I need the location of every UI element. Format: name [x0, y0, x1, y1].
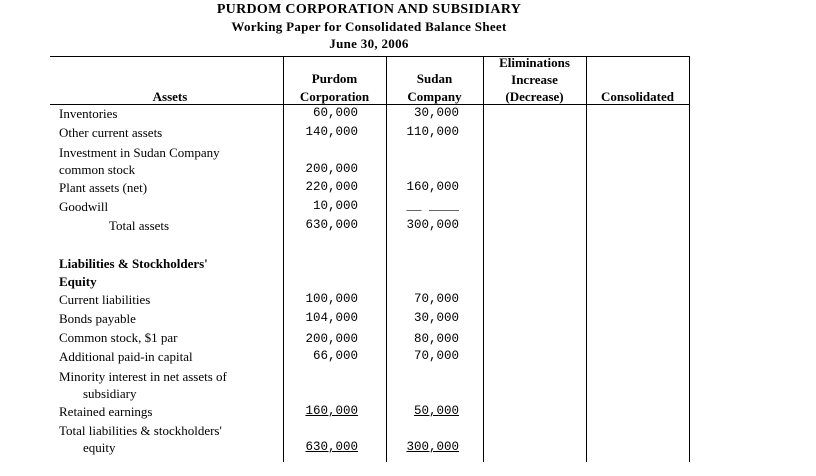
row-label: Goodwill [59, 199, 109, 214]
sudan-value: 160,000 [406, 180, 459, 194]
row-label: subsidiary [83, 386, 137, 401]
sudan-value: 30,000 [413, 311, 459, 325]
row-label: Retained earnings [59, 404, 153, 419]
row-label: Bonds payable [59, 311, 136, 326]
column-divider [483, 57, 484, 462]
purdom-value: 200,000 [305, 332, 358, 346]
section-heading: Liabilities & Stockholders' [59, 256, 208, 271]
row-label: Minority interest in net assets of [59, 369, 227, 384]
sudan-value: 300,000 [406, 218, 459, 232]
header-top-rule [50, 56, 690, 57]
sudan-value: __ ____ [406, 199, 459, 213]
sudan-value: 110,000 [406, 125, 459, 139]
purdom-value: 60,000 [312, 106, 358, 120]
purdom-value: 100,000 [305, 292, 358, 306]
report-subtitle: Working Paper for Consolidated Balance Sheet [231, 19, 507, 34]
column-divider [689, 57, 690, 462]
purdom-value: 630,000 [305, 218, 358, 232]
purdom-header-line2: Corporation [299, 89, 370, 104]
row-label: Current liabilities [59, 292, 151, 307]
row-label: common stock [59, 162, 136, 177]
purdom-value: 220,000 [305, 180, 358, 194]
row-label: Total assets [109, 218, 170, 233]
sudan-value: 80,000 [413, 332, 459, 346]
row-label: Inventories [59, 106, 118, 121]
purdom-value: 66,000 [312, 349, 358, 363]
purdom-value: 630,000 [305, 440, 358, 454]
row-label: equity [83, 440, 116, 455]
report-date: June 30, 2006 [329, 36, 409, 51]
section-heading: Equity [59, 274, 97, 289]
sudan-header-line1: Sudan [416, 71, 453, 86]
report-title: PURDOM CORPORATION AND SUBSIDIARY [216, 2, 522, 17]
row-label: Common stock, $1 par [59, 330, 178, 345]
sudan-value: 70,000 [413, 349, 459, 363]
eliminations-header-line2: Increase [511, 72, 558, 87]
header-bottom-rule [50, 104, 690, 105]
purdom-value: 200,000 [305, 162, 358, 176]
purdom-header-line1: Purdom [311, 71, 358, 86]
row-label: Investment in Sudan Company [59, 145, 220, 160]
eliminations-header-line3: (Decrease) [505, 89, 564, 104]
purdom-value: 160,000 [305, 404, 358, 418]
column-divider [586, 57, 587, 462]
column-divider [386, 57, 387, 462]
purdom-value: 10,000 [312, 199, 358, 213]
row-label: Total liabilities & stockholders' [59, 423, 222, 438]
sudan-value: 300,000 [406, 440, 459, 454]
sudan-value: 30,000 [413, 106, 459, 120]
eliminations-header-line1: Eliminations [499, 55, 570, 70]
sudan-value: 50,000 [413, 404, 459, 418]
consolidated-header: Consolidated [601, 89, 674, 104]
row-label: Plant assets (net) [59, 180, 148, 195]
purdom-value: 104,000 [305, 311, 358, 325]
assets-header: Assets [152, 89, 188, 104]
purdom-value: 140,000 [305, 125, 358, 139]
sudan-header-line2: Company [407, 89, 462, 104]
row-label: Other current assets [59, 125, 163, 140]
column-divider [283, 57, 284, 462]
row-label: Additional paid-in capital [59, 349, 193, 364]
sudan-value: 70,000 [413, 292, 459, 306]
